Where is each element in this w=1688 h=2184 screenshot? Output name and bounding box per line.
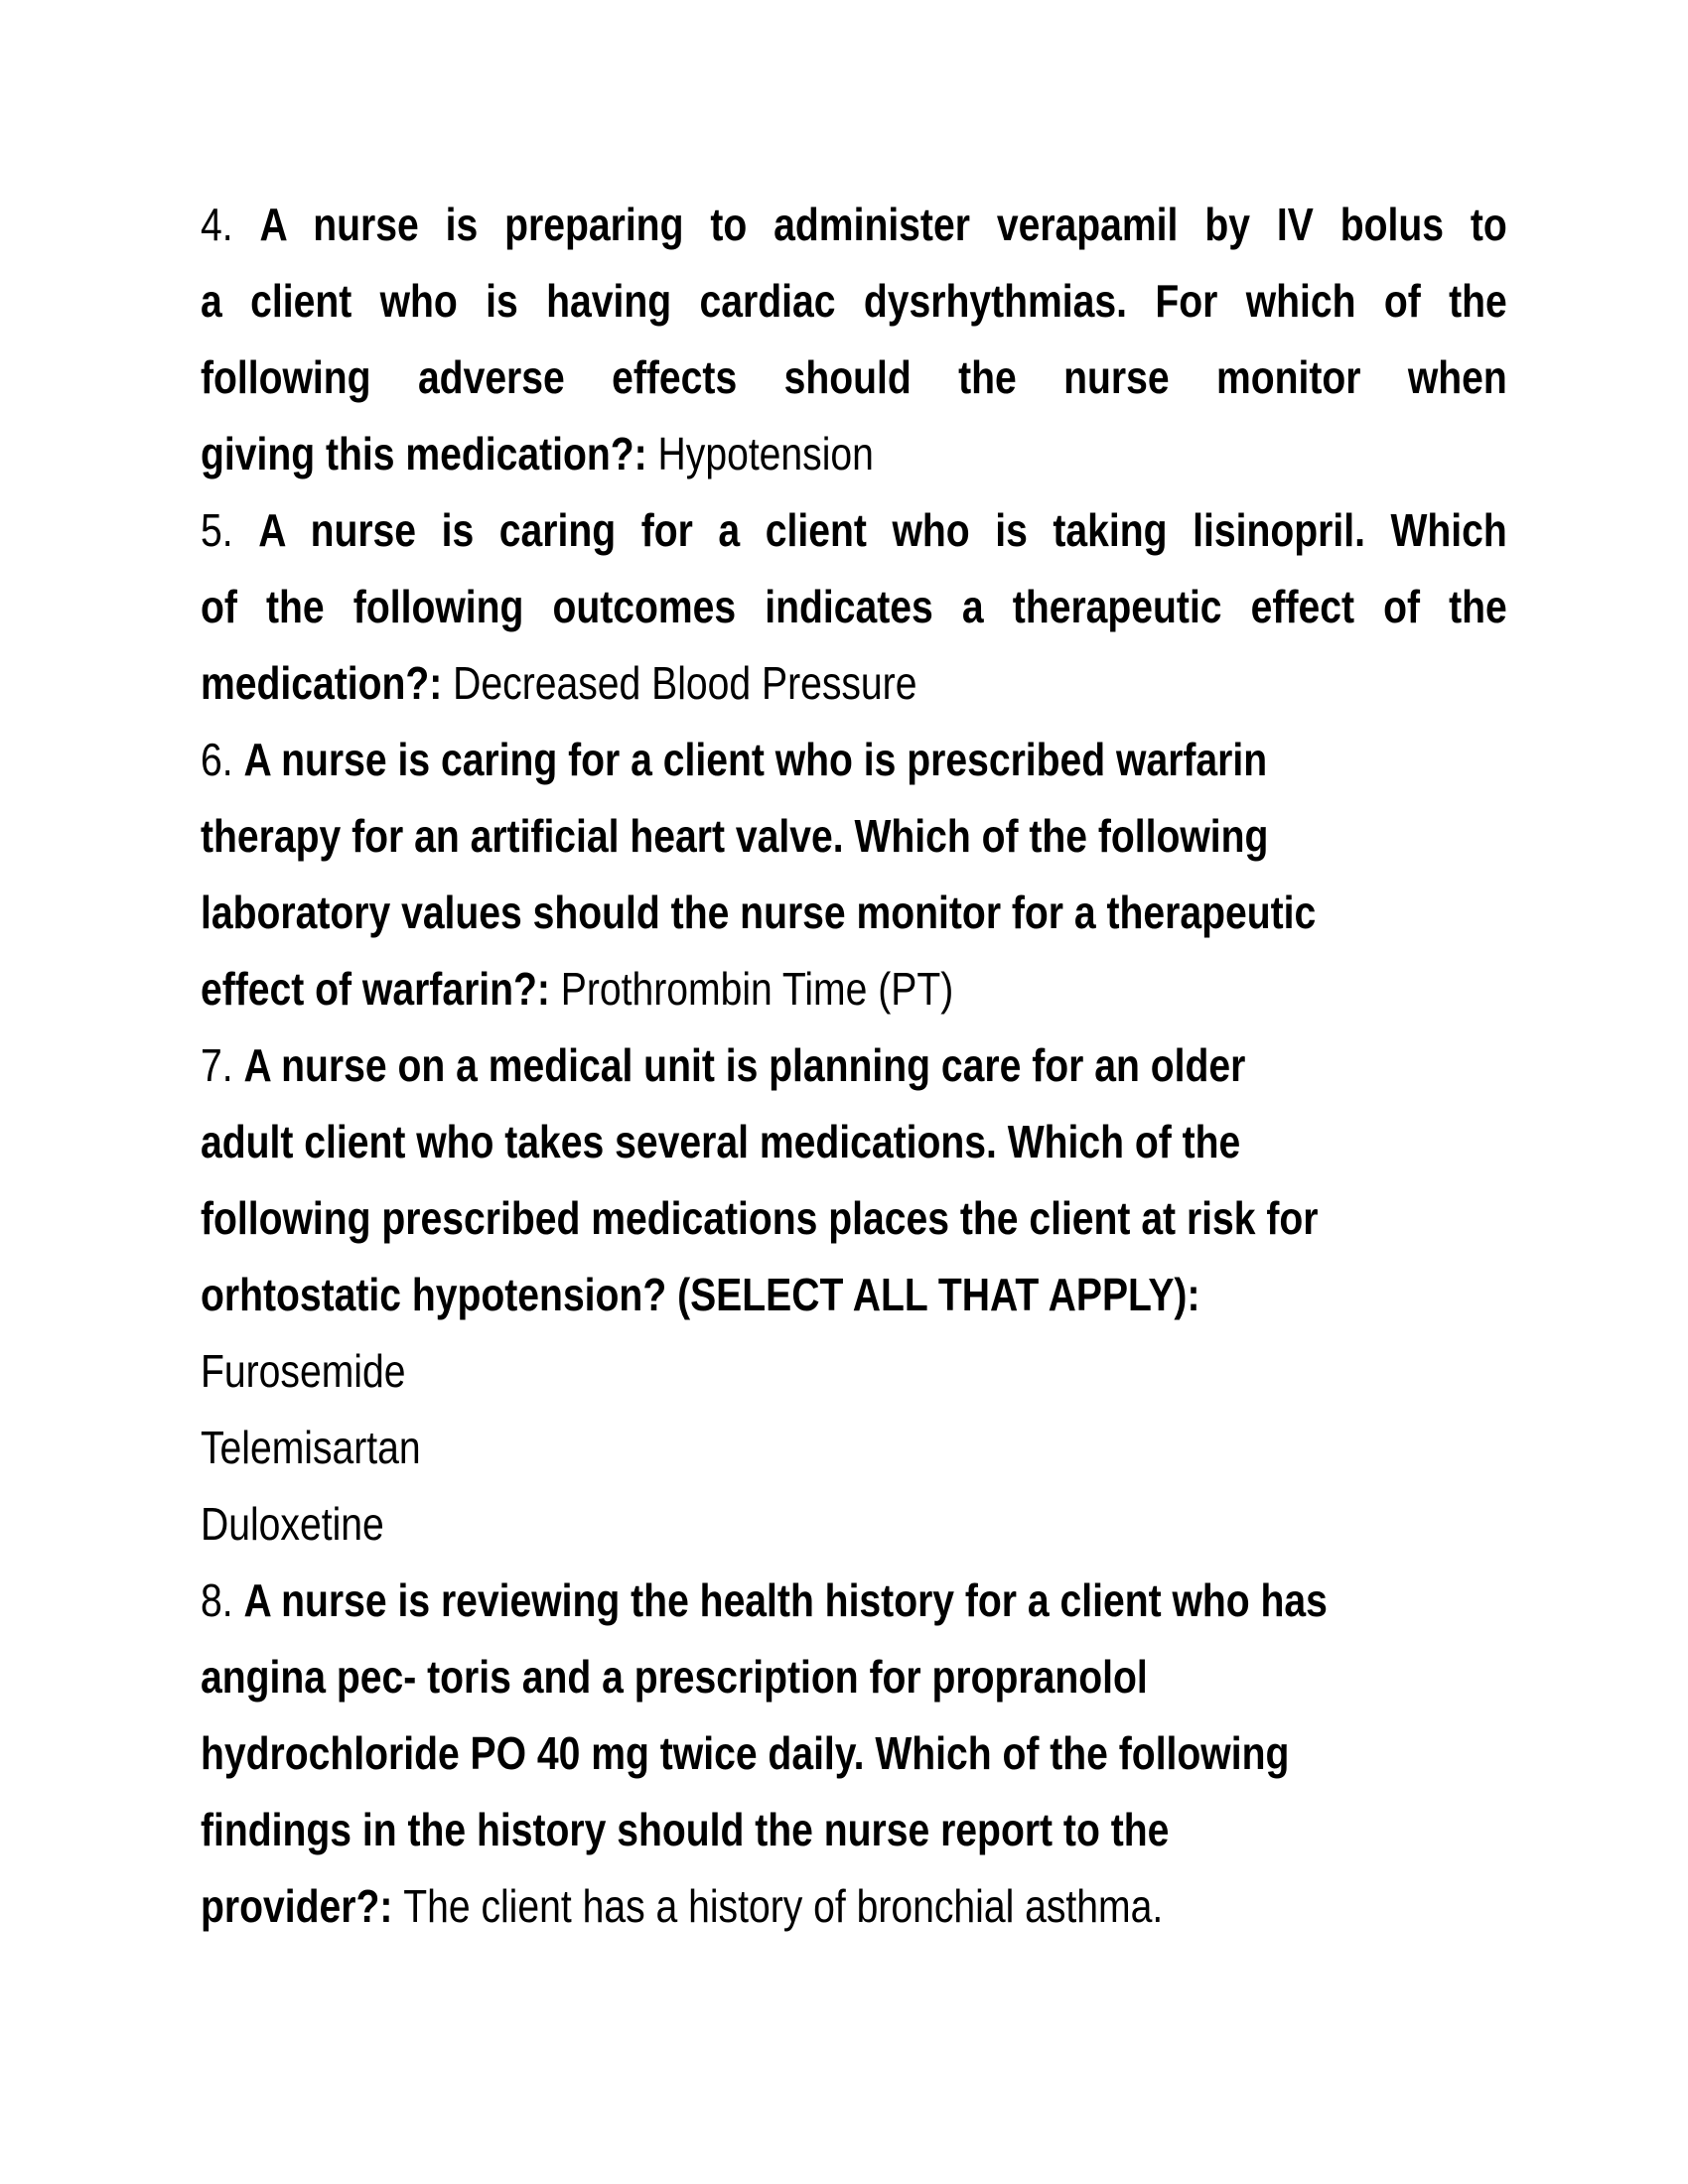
question-block-4 — [201, 187, 1507, 492]
text-line — [201, 1563, 1507, 1639]
question-number: 8. — [201, 1574, 244, 1626]
question-text-segment: effect of warfarin?: — [201, 963, 561, 1015]
text-line — [201, 416, 1507, 492]
answer-text-segment: Decreased Blood Pressure — [453, 657, 917, 709]
text-line — [201, 1715, 1507, 1792]
text-line — [201, 798, 1507, 875]
answer-option: Telemisartan — [201, 1422, 421, 1473]
question-text-segment: laboratory values should the nurse monitor for a therapeutic — [201, 887, 1317, 938]
question-text-segment: adult client who takes several medications. Which of the — [201, 1116, 1241, 1167]
text-line — [201, 1410, 1507, 1486]
text-line — [201, 1792, 1507, 1868]
text-line — [201, 1333, 1507, 1410]
text-line — [201, 1257, 1507, 1333]
answer-option: Duloxetine — [201, 1498, 384, 1550]
question-block-5 — [201, 492, 1507, 722]
text-line — [201, 1180, 1507, 1257]
question-text-segment: hydrochloride PO 40 mg twice daily. Which of the following — [201, 1727, 1290, 1779]
question-text-segment: provider?: — [201, 1880, 404, 1932]
text-line — [201, 187, 1507, 263]
text-line — [201, 263, 1507, 340]
text-line — [201, 1639, 1507, 1715]
question-text-segment: medication?: — [201, 657, 454, 709]
text-line — [201, 645, 1507, 722]
question-number: 5. — [201, 504, 259, 556]
text-line — [201, 1027, 1507, 1104]
question-text-segment: a client who is having cardiac dysrhythmias. For which of the — [201, 275, 1507, 327]
question-block-6 — [201, 722, 1507, 1027]
text-line — [201, 492, 1507, 569]
question-text-segment: A nurse on a medical unit is planning care for an older — [243, 1039, 1246, 1091]
answer-text-segment: Prothrombin Time (PT) — [560, 963, 954, 1015]
question-text-segment: A nurse is caring for a client who is prescribed warfarin — [243, 734, 1268, 785]
question-text-segment: A nurse is caring for a client who is taking lisinopril. Which — [258, 504, 1507, 556]
text-line — [201, 951, 1507, 1027]
question-block-8 — [201, 1563, 1507, 1945]
question-text-segment: orhtostatic hypotension? (SELECT ALL THAT APPLY): — [201, 1269, 1200, 1320]
text-line — [201, 1104, 1507, 1180]
question-block-7 — [201, 1027, 1507, 1563]
text-line — [201, 1486, 1507, 1563]
text-line — [201, 722, 1507, 798]
question-text-segment: giving this medication?: — [201, 428, 658, 479]
document-page — [201, 187, 1507, 1945]
text-line — [201, 340, 1507, 416]
answer-text-segment: Hypotension — [657, 428, 874, 479]
question-text-segment: following prescribed medications places the client at risk for — [201, 1192, 1319, 1244]
question-number: 6. — [201, 734, 244, 785]
text-line — [201, 569, 1507, 645]
answer-option: Furosemide — [201, 1345, 406, 1397]
question-text-segment: following adverse effects should the nurse monitor when — [201, 351, 1507, 403]
question-text-segment: A nurse is preparing to administer verapamil by IV bolus to — [259, 199, 1507, 250]
question-text-segment: findings in the history should the nurse report to the — [201, 1804, 1170, 1855]
text-line — [201, 875, 1507, 951]
question-text-segment: angina pec- toris and a prescription for propranolol — [201, 1651, 1148, 1703]
question-number: 7. — [201, 1039, 244, 1091]
answer-text-segment: The client has a history of bronchial asthma. — [403, 1880, 1164, 1932]
question-text-segment: A nurse is reviewing the health history for a client who has — [243, 1574, 1328, 1626]
text-line — [201, 1868, 1507, 1945]
question-text-segment: of the following outcomes indicates a therapeutic effect of the — [201, 581, 1507, 632]
question-text-segment: therapy for an artificial heart valve. Which of the following — [201, 810, 1269, 862]
question-number: 4. — [201, 199, 260, 250]
